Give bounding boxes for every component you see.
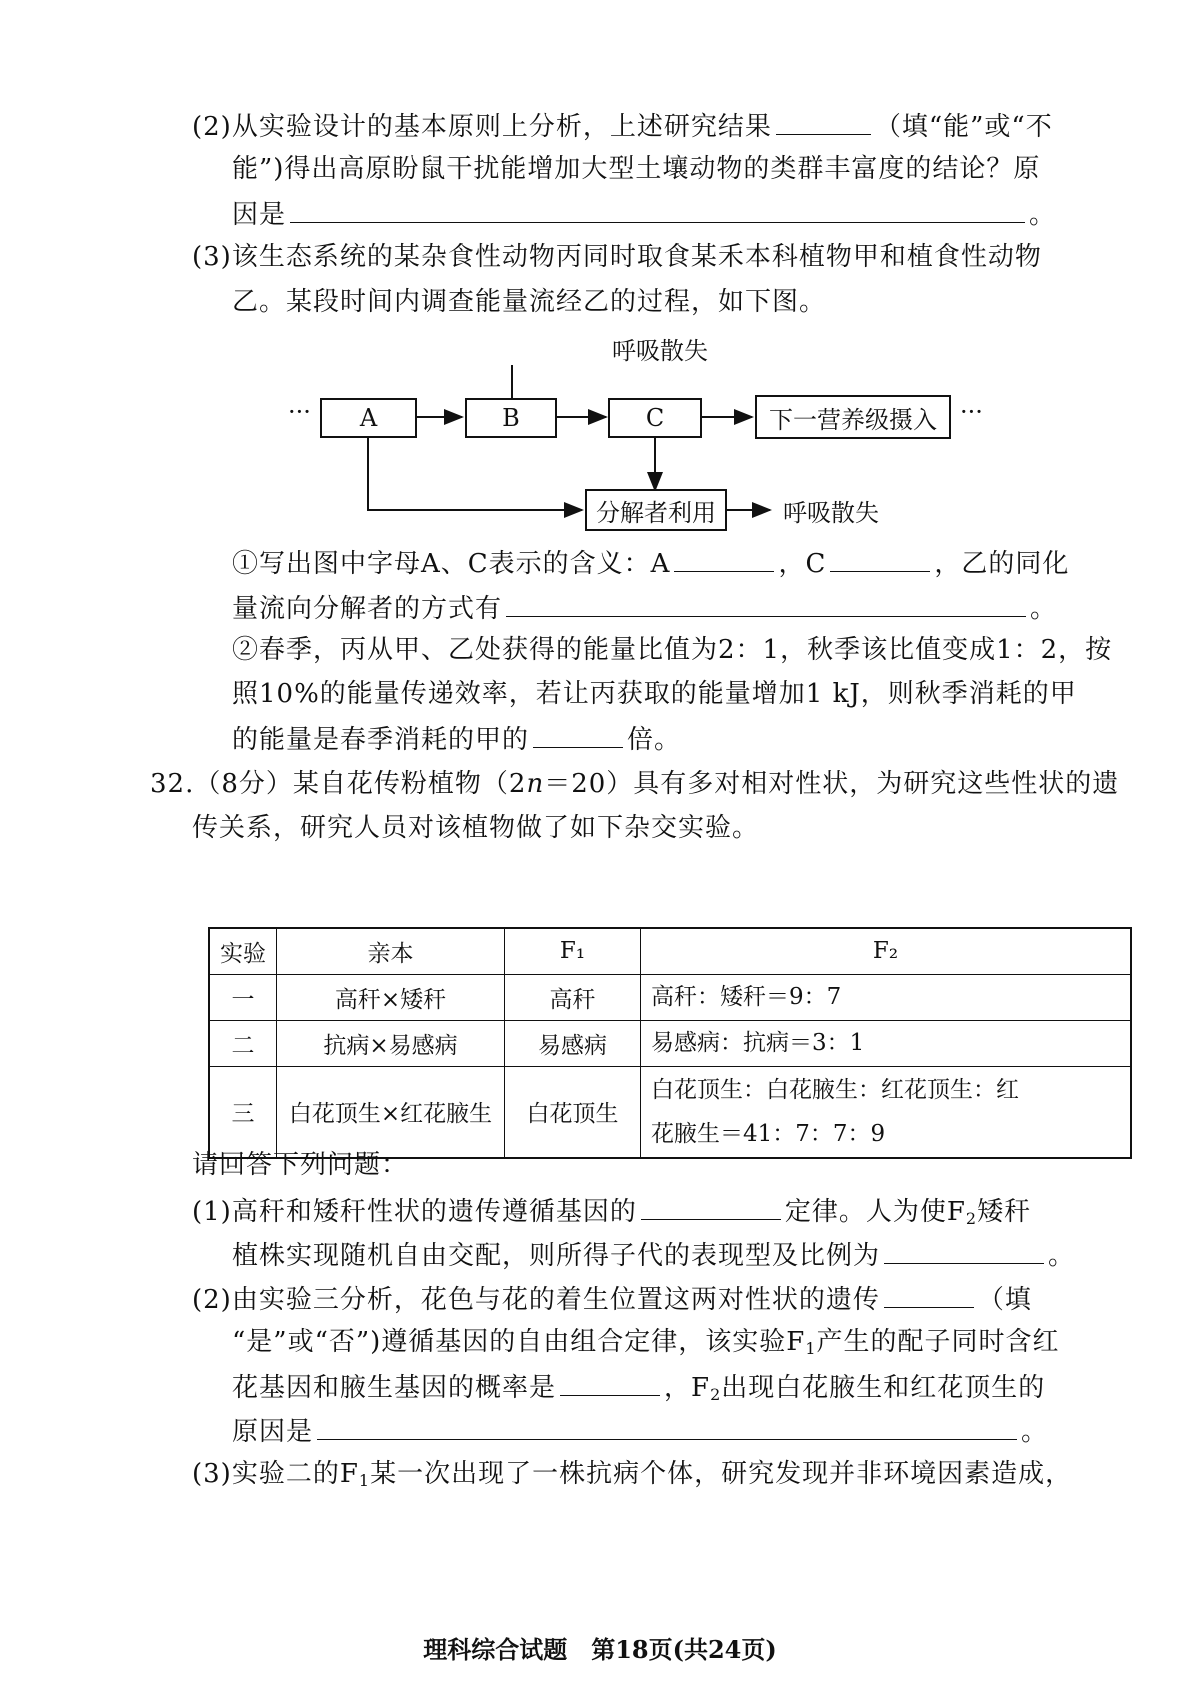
p2-text: 。 — [1021, 1417, 1049, 1447]
q3-line-2: 乙。某段时间内调查能量流经乙的过程，如下图。 — [232, 287, 827, 317]
q2-text: 因是 — [232, 200, 287, 230]
arrow-a-to-decomposer — [368, 436, 582, 510]
sub2-line-1: ②春季，丙从甲、乙处获得的能量比值为2：1，秋季该比值变成1：2，按 — [232, 635, 1113, 665]
p3-text: 某一次出现了一株抗病个体，研究发现并非环境因素造成， — [370, 1459, 1073, 1489]
table-cell-line: 白花顶生：白花腋生：红花顶生：红 — [651, 1076, 1019, 1103]
table-cell: 易感病：抗病＝3：1 — [641, 1020, 1132, 1066]
p1-text: 植株实现随机自由交配，则所得子代的表现型及比例为 — [232, 1241, 881, 1271]
table-cell: 高秆 — [505, 974, 641, 1020]
p2-text: “是”或“否”)遵循基因的自由组合定律，该实验F — [232, 1327, 806, 1357]
table-cell: 三 — [209, 1066, 277, 1158]
p1-text: 定律。人为使F — [784, 1197, 966, 1227]
sub2-line-3 — [232, 721, 681, 757]
sub1-text: ，C — [778, 549, 827, 579]
sub2-line-2: 照10%的能量传递效率，若让丙获取的能量增加1 kJ，则秋季消耗的甲 — [232, 679, 1077, 709]
diagram-arrows — [300, 365, 1100, 575]
q32-text: 32.（8分）某自花传粉植物（2 — [150, 769, 527, 799]
table-cell: 白花顶生×红花腋生 — [277, 1066, 505, 1158]
p2-text: (2)由实验三分析，花色与花的着生位置这两对性状的遗传 — [192, 1285, 880, 1315]
q32-line-1 — [150, 767, 1119, 801]
table-cell: 抗病×易感病 — [277, 1020, 505, 1066]
q2-line-1 — [192, 108, 1053, 144]
energy-flow-diagram — [288, 337, 1100, 575]
table-header: F₁ — [505, 928, 641, 974]
ellipsis-left: ··· — [288, 398, 311, 426]
table-cell: 易感病 — [505, 1020, 641, 1066]
q32-line-2: 传关系，研究人员对该植物做了如下杂交实验。 — [192, 813, 760, 843]
answer-blank[interactable] — [317, 1413, 1017, 1440]
subscript: 1 — [805, 1339, 817, 1358]
answer-blank[interactable] — [641, 1193, 781, 1220]
box-b: B — [465, 398, 557, 438]
subscript: 2 — [710, 1385, 722, 1404]
box-decomposer: 分解者利用 — [585, 489, 727, 531]
arrow-b-to-respiration — [512, 365, 600, 398]
table-header: 亲本 — [277, 928, 505, 974]
sub1-text: 量流向分解者的方式有 — [232, 594, 503, 624]
table-cell: 高秆：矮秆＝9：7 — [641, 974, 1132, 1020]
table-cell: 高秆×矮秆 — [277, 974, 505, 1020]
q32-text: ＝20）具有多对相对性状，为研究这些性状的遗 — [544, 769, 1120, 799]
subscript: 1 — [358, 1471, 371, 1490]
p2-line-4 — [232, 1413, 1048, 1449]
table-row — [209, 974, 1131, 1020]
label-respiration-bottom: 呼吸散失 — [783, 499, 879, 527]
table-cell: 白花顶生 — [505, 1066, 641, 1158]
q2-text: 。 — [1029, 200, 1057, 230]
sub2-text: 的能量是春季消耗的甲的 — [232, 725, 530, 755]
p3-line-1 — [192, 1457, 1072, 1498]
page-footer: 理科综合试题 第18页(共24页) — [423, 1635, 777, 1664]
box-a: A — [320, 398, 417, 438]
p1-text: (1)高秆和矮秆性状的遗传遵循基因的 — [192, 1197, 637, 1227]
answer-intro: 请回答下列问题： — [192, 1150, 409, 1180]
p1-line-1 — [192, 1193, 1031, 1236]
answer-blank[interactable] — [506, 590, 1026, 617]
p2-text: ，F — [664, 1373, 711, 1403]
box-c: C — [608, 398, 702, 438]
p3-text: (3)实验二的F — [192, 1459, 359, 1489]
q2-text: （填“能”或“不 — [874, 112, 1053, 142]
answer-blank-a[interactable] — [674, 545, 774, 572]
p1-text: 矮秆 — [977, 1197, 1032, 1227]
table-cell: 二 — [209, 1020, 277, 1066]
sub1-line-1 — [232, 545, 1069, 581]
answer-blank[interactable] — [560, 1369, 660, 1396]
box-next-trophic-level: 下一营养级摄入 — [755, 395, 951, 439]
table-row — [209, 1066, 1131, 1158]
p2-text: （填 — [977, 1285, 1032, 1315]
q2-line-2: 能”)得出高原盼鼠干扰能增加大型土壤动物的类群丰富度的结论？原 — [232, 154, 1041, 184]
ellipsis-right: ··· — [960, 398, 983, 426]
p2-line-2 — [232, 1325, 1060, 1366]
answer-blank[interactable] — [533, 721, 623, 748]
table-header: 实验 — [209, 928, 277, 974]
subscript: 2 — [965, 1209, 978, 1228]
p2-line-3 — [232, 1369, 1045, 1412]
table-cell: 一 — [209, 974, 277, 1020]
sub1-text: 。 — [1030, 594, 1058, 624]
p2-text: 出现白花腋生和红花顶生的 — [721, 1373, 1046, 1403]
sub1-text: ，乙的同化 — [934, 549, 1070, 579]
p2-text: 产生的配子同时含红 — [816, 1327, 1060, 1357]
table-header: F₂ — [641, 928, 1132, 974]
sub1-line-2 — [232, 590, 1057, 626]
sub2-text: 倍。 — [627, 725, 682, 755]
answer-blank[interactable] — [290, 196, 1025, 223]
answer-blank[interactable] — [884, 1281, 974, 1308]
q2-line-3 — [232, 196, 1056, 232]
q32-variable: n — [526, 769, 545, 799]
table-header-row — [209, 928, 1131, 974]
p1-text: 。 — [1048, 1241, 1076, 1271]
label-respiration-top: 呼吸散失 — [612, 337, 708, 365]
table-cell-line: 花腋生＝41：7：7：9 — [651, 1120, 886, 1147]
p2-text: 花基因和腋生基因的概率是 — [232, 1373, 557, 1403]
sub1-text: ①写出图中字母A、C表示的含义：A — [232, 549, 671, 579]
table-cell — [641, 1066, 1132, 1158]
table-row — [209, 1020, 1131, 1066]
q2-text: (2)从实验设计的基本原则上分析，上述研究结果 — [192, 112, 772, 142]
q3-line-1: (3)该生态系统的某杂食性动物丙同时取食某禾本科植物甲和植食性动物 — [192, 242, 1042, 272]
p2-line-1 — [192, 1281, 1032, 1317]
answer-blank[interactable] — [884, 1237, 1044, 1264]
answer-blank[interactable] — [776, 108, 871, 135]
p2-text: 原因是 — [232, 1417, 314, 1447]
answer-blank-c[interactable] — [830, 545, 930, 572]
p1-line-2 — [232, 1237, 1075, 1273]
cross-experiment-table — [208, 927, 1132, 1159]
